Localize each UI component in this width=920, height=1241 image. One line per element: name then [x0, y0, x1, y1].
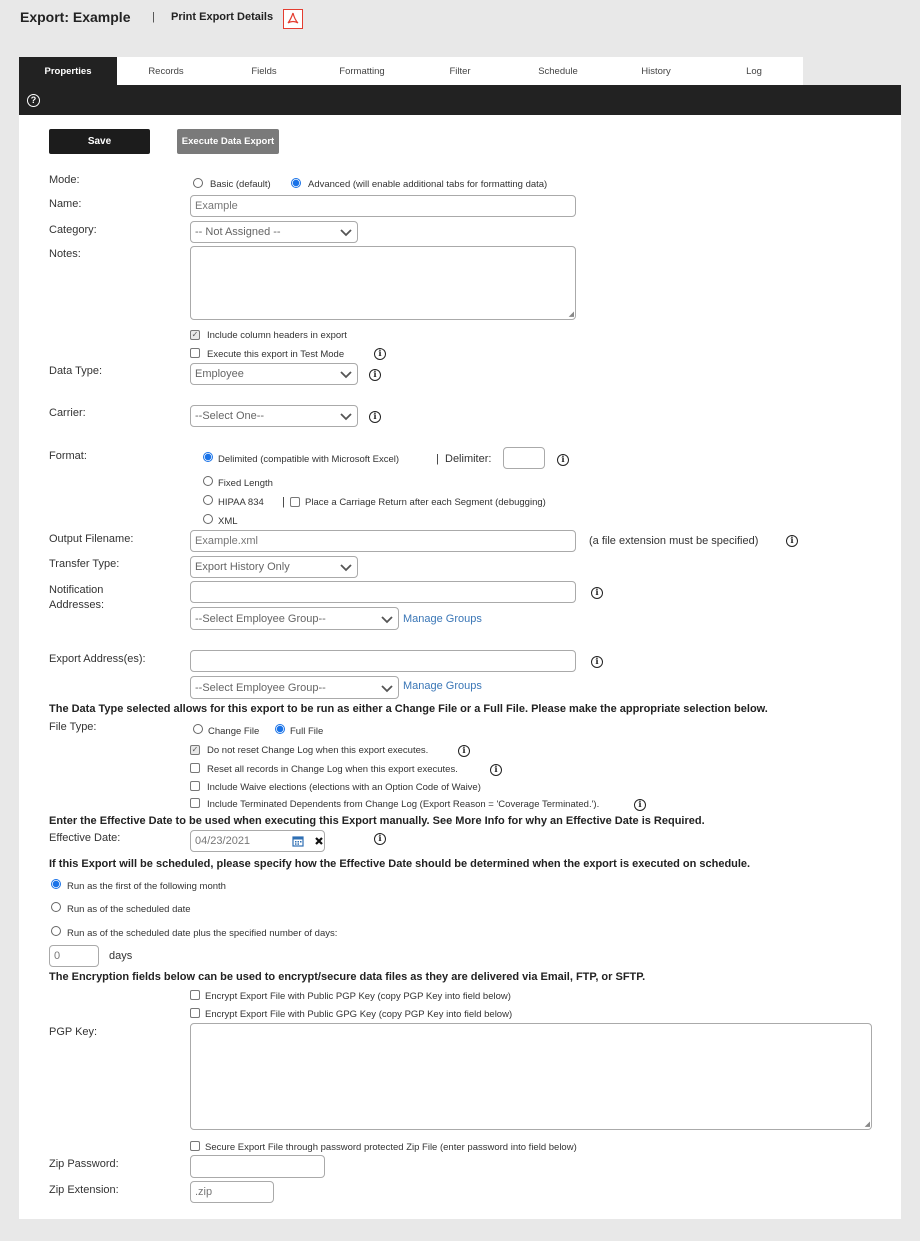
delimiter-info-icon[interactable]: i [557, 454, 569, 466]
tab-records[interactable]: Records [117, 57, 215, 85]
file-type-full-radio[interactable] [275, 724, 285, 734]
data-type-info-icon[interactable]: i [369, 369, 381, 381]
toolbar [19, 85, 901, 115]
effective-date-input[interactable] [190, 830, 325, 852]
notification-group-select[interactable] [190, 607, 399, 630]
schedule-days-label: days [109, 950, 133, 962]
schedule-scheduled-label: Run as of the scheduled date [67, 904, 191, 915]
format-fixed-radio[interactable] [203, 476, 213, 486]
help-icon[interactable]: ? [27, 94, 40, 107]
format-label: Format: [49, 450, 87, 462]
tab-bar [19, 57, 803, 85]
resize-grip-icon[interactable]: ◢ [864, 1121, 870, 1128]
carriage-return-label: Place a Carriage Return after each Segment (debugging) [305, 497, 546, 508]
chevron-down-icon [339, 562, 353, 572]
notes-textarea[interactable] [190, 246, 576, 320]
encryption-notice: The Encryption fields below can be used to encrypt/secure data files as they are delivered via Email, FTP, or SFTP. [49, 971, 646, 983]
no-reset-changelog-label: Do not reset Change Log when this export executes. [207, 745, 429, 756]
format-fixed-label: Fixed Length [218, 478, 273, 489]
clear-icon[interactable] [314, 836, 324, 846]
file-type-change-radio[interactable] [193, 724, 203, 734]
pdf-glyph [286, 12, 300, 26]
notification-info-icon[interactable]: i [591, 587, 603, 599]
no-reset-changelog-checkbox[interactable]: ✓ [191, 745, 199, 754]
tab-filter[interactable]: Filter [411, 57, 509, 85]
category-select[interactable] [190, 221, 358, 243]
export-addresses-manage-groups-link[interactable]: Manage Groups [403, 680, 482, 692]
reset-all-changelog-label: Reset all records in Change Log when this export executes. [207, 764, 458, 775]
include-waive-checkbox[interactable] [190, 781, 200, 791]
export-addresses-info-icon[interactable]: i [591, 656, 603, 668]
mode-label: Mode: [49, 174, 80, 186]
chevron-down-icon [339, 227, 353, 237]
chevron-down-icon [339, 369, 353, 379]
page-title: Export: Example [20, 9, 131, 25]
tab-fields[interactable]: Fields [215, 57, 313, 85]
export-addresses-input[interactable] [190, 650, 576, 672]
output-filename-info-icon[interactable]: i [786, 535, 798, 547]
schedule-notice: If this Export will be scheduled, please specify how the Effective Date should be determined when the export is executed on schedule. [49, 858, 751, 870]
carrier-value: --Select One-- [195, 410, 265, 422]
notification-group-value: --Select Employee Group-- [195, 612, 326, 625]
delimiter-input[interactable] [503, 447, 545, 469]
notification-label-line2: Addresses: [49, 599, 105, 611]
notification-manage-groups-link[interactable]: Manage Groups [403, 613, 482, 625]
carrier-select[interactable] [190, 405, 358, 427]
include-terminated-info-icon[interactable]: i [634, 799, 646, 811]
delimiter-label: Delimiter: [445, 453, 492, 465]
chevron-down-icon [339, 411, 353, 421]
calendar-icon[interactable] [292, 835, 304, 847]
name-label: Name: [49, 198, 82, 210]
notification-label-line1: Notification [49, 584, 104, 596]
save-button[interactable]: Save [49, 129, 150, 154]
zip-extension-label: Zip Extension: [49, 1184, 119, 1196]
header-separator: | [152, 11, 155, 23]
format-hipaa-radio[interactable] [203, 495, 213, 505]
file-type-notice: The Data Type selected allows for this export to be run as either a Change File or a Full File. Please make the appropriate selection below. [49, 703, 768, 715]
delimiter-separator: | [436, 453, 439, 465]
data-type-label: Data Type: [49, 365, 102, 377]
schedule-scheduled-radio[interactable] [51, 902, 61, 912]
format-delimited-label: Delimited (compatible with Microsoft Excel) [218, 454, 400, 465]
tab-history[interactable]: History [607, 57, 705, 85]
pgp-label: Encrypt Export File with Public PGP Key (copy PGP Key into field below) [205, 991, 511, 1002]
file-type-label: File Type: [49, 721, 97, 733]
chevron-down-icon [380, 683, 394, 693]
zip-secure-checkbox[interactable] [190, 1141, 200, 1151]
reset-all-info-icon[interactable]: i [490, 764, 502, 776]
transfer-type-label: Transfer Type: [49, 558, 120, 570]
mode-basic-label: Basic (default) [210, 179, 271, 190]
schedule-plus-label: Run as of the scheduled date plus the specified number of days: [67, 928, 338, 939]
reset-all-changelog-checkbox[interactable] [190, 763, 200, 773]
include-waive-label: Include Waive elections (elections with an Option Code of Waive) [207, 782, 481, 793]
carrier-label: Carrier: [49, 407, 86, 419]
format-hipaa-label: HIPAA 834 [218, 497, 264, 508]
zip-password-input[interactable] [190, 1155, 325, 1178]
schedule-days-input[interactable]: 0 [49, 945, 99, 967]
include-headers-label: Include column headers in export [207, 330, 347, 341]
pgp-key-label: PGP Key: [49, 1026, 98, 1038]
print-export-details-link[interactable]: Print Export Details [171, 11, 274, 23]
effective-date-value: 04/23/2021 [195, 835, 251, 847]
output-filename-note: (a file extension must be specified) [589, 535, 759, 547]
category-select-value: -- Not Assigned -- [195, 226, 281, 238]
carrier-info-icon[interactable]: i [369, 411, 381, 423]
format-xml-radio[interactable] [203, 514, 213, 524]
mode-advanced-label: Advanced (will enable additional tabs for formatting data) [308, 179, 548, 190]
data-type-value: Employee [195, 368, 244, 380]
effective-date-info-icon[interactable]: i [374, 833, 386, 845]
schedule-first-radio[interactable] [51, 879, 61, 889]
output-filename-label: Output Filename: [49, 533, 134, 545]
export-addresses-group-value: --Select Employee Group-- [195, 681, 326, 694]
effective-date-notice: Enter the Effective Date to be used when executing this Export manually. See More Info for why an Effective Date is Required. [49, 815, 705, 827]
pgp-key-textarea[interactable] [190, 1023, 872, 1130]
tab-formatting[interactable]: Formatting [313, 57, 411, 85]
pgp-checkbox[interactable] [190, 990, 200, 1000]
test-mode-checkbox[interactable] [190, 348, 200, 358]
gpg-checkbox[interactable] [190, 1008, 200, 1018]
execute-data-export-button[interactable]: Execute Data Export [177, 129, 279, 154]
include-terminated-checkbox[interactable] [190, 798, 200, 808]
test-mode-label: Execute this export in Test Mode [207, 349, 345, 360]
pdf-icon[interactable] [283, 9, 303, 29]
zip-secure-label: Secure Export File through password protected Zip File (enter password into field below) [205, 1142, 577, 1153]
category-label: Category: [49, 224, 97, 236]
chevron-down-icon [380, 614, 394, 624]
schedule-first-label: Run as the first of the following month [67, 881, 226, 892]
notes-label: Notes: [49, 248, 81, 260]
data-type-select[interactable] [190, 363, 358, 385]
file-type-full-label: Full File [290, 726, 324, 737]
export-addresses-group-select[interactable] [190, 676, 399, 699]
transfer-type-value: Export History Only [195, 561, 290, 573]
test-mode-info-icon[interactable]: i [374, 348, 386, 360]
no-reset-info-icon[interactable]: i [458, 745, 470, 757]
mode-basic-radio[interactable] [193, 178, 203, 188]
include-headers-checkbox[interactable]: ✓ [191, 330, 199, 339]
format-xml-label: XML [218, 516, 238, 527]
include-terminated-label: Include Terminated Dependents from Change Log (Export Reason = 'Coverage Terminated.'). [207, 799, 600, 810]
tab-schedule[interactable]: Schedule [509, 57, 607, 85]
name-input[interactable]: Example [190, 195, 576, 217]
output-filename-input[interactable]: Example.xml [190, 530, 576, 552]
gpg-label: Encrypt Export File with Public GPG Key (copy PGP Key into field below) [205, 1009, 513, 1020]
mode-advanced-radio[interactable] [291, 178, 301, 188]
format-delimited-radio[interactable] [203, 452, 213, 462]
tab-properties[interactable]: Properties [19, 57, 117, 85]
effective-date-label: Effective Date: [49, 832, 121, 844]
hipaa-separator: | [282, 496, 285, 508]
tab-log[interactable]: Log [705, 57, 803, 85]
schedule-plus-radio[interactable] [51, 926, 61, 936]
resize-grip-icon[interactable]: ◢ [568, 311, 574, 318]
file-type-change-label: Change File [208, 726, 260, 737]
zip-password-label: Zip Password: [49, 1158, 119, 1170]
export-addresses-label: Export Address(es): [49, 653, 146, 665]
zip-extension-input[interactable]: .zip [190, 1181, 274, 1203]
transfer-type-select[interactable] [190, 556, 358, 578]
carriage-return-checkbox[interactable] [290, 497, 300, 507]
notification-addresses-input[interactable] [190, 581, 576, 603]
